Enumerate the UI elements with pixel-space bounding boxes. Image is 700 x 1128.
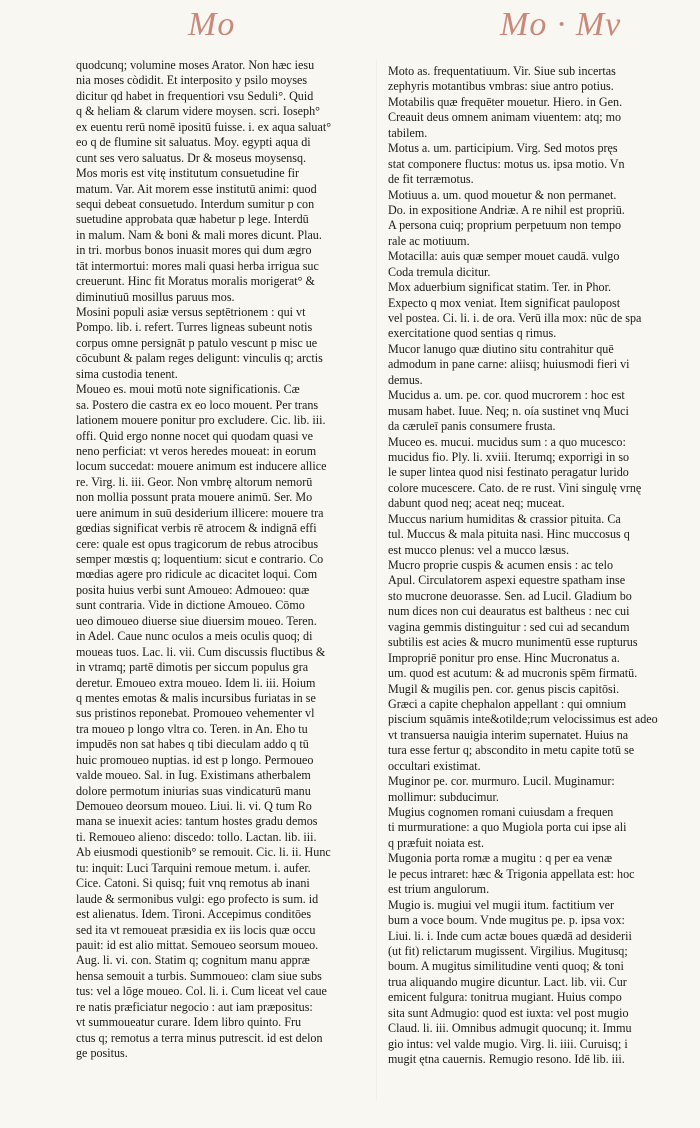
text-line: Mosini populi asiæ versus septētrionem : qui vt xyxy=(76,305,306,319)
text-line: (ut fit) relictarum mugissent. Virgilius. Mugitusq; xyxy=(388,943,628,958)
text-line: Moto as. frequentatiuum. Vir. Siue sub incertas xyxy=(388,64,616,78)
text-line: exercitatione quod sentias q rimus. xyxy=(388,326,557,341)
text-line: tabilem. xyxy=(388,125,428,140)
text-line: mugit ętna cauernis. Remugio resono. Idē lib. iii. xyxy=(388,1052,625,1066)
text-line: Muceo es. mucui. mucidus sum : a quo mucesco: xyxy=(388,434,626,449)
text-line: q mentes emotas & malis incursibus furiatas in se xyxy=(76,690,316,705)
text-line: Mucidus a. um. pe. cor. quod mucrorem : hoc est xyxy=(388,388,625,403)
text-line: Aug. li. vi. con. Statim q; cognitum manu appræ xyxy=(76,953,310,968)
text-line: valde moueo. Sal. in Iug. Existimans atherbalem xyxy=(76,768,311,783)
text-line: Moueo es. moui motū note significationis. Cæ xyxy=(76,382,300,397)
text-line: subtilis est acies & mucro munimentū esse rupturus xyxy=(388,635,638,650)
text-line: num dices non cui deauratus est baltheus : nec cui xyxy=(388,604,630,619)
text-line: est alienatus. Idem. Tironi. Accepimus conditōes xyxy=(76,907,312,922)
text-line: Do. in expositione Andriæ. A re nihil est propriū. xyxy=(388,202,625,217)
text-line: sima custodia tenent. xyxy=(76,366,178,381)
text-line: Mugius cognomen romani cuiusdam a frequen xyxy=(388,805,614,819)
text-line: q & heliam & clarum videre moysen. scri. Ioseph° xyxy=(76,104,320,119)
text-line: Claud. li. iii. Omnibus admugit quocunq; it. Immu xyxy=(388,1021,632,1036)
left-column xyxy=(76,58,368,1061)
text-line: piscium squāmis inte&otilde;rum velocissimus est adeo xyxy=(388,712,658,727)
text-line: Mos moris est vitę institutum consuetudine fir xyxy=(76,166,300,181)
text-line: Pompo. lib. i. refert. Turres ligneas subeunt notis xyxy=(76,320,313,335)
text-line: rale ac motiuum. xyxy=(388,233,470,248)
text-line: Motabilis quæ frequēter mouetur. Hiero. in Gen. xyxy=(388,94,623,109)
text-line: Muccus narium humiditas & crassior pituita. Ca xyxy=(388,511,621,526)
text-line: dabunt quod neq; aceat neq; muceat. xyxy=(388,496,565,511)
running-head-left: Mo xyxy=(188,6,236,43)
text-line: boum. A mugitus similitudine venti quoq; & toni xyxy=(388,959,624,974)
text-line: trua aliquando mugire dicuntur. Lact. lib. vii. Cur xyxy=(388,974,627,989)
text-line: gio intus: vel valde mugio. Virg. li. iiii. Curuisq; i xyxy=(388,1036,628,1051)
text-line: mana se inuexit acies: tantum hostes gradu demos xyxy=(76,814,318,829)
text-line: mollimur: subducimur. xyxy=(388,789,499,804)
text-line: zephyris motantibus vmbras: siue antro potius. xyxy=(388,79,614,94)
text-line: Ab eiusmodi questionib° se remouit. Cic. li. ii. Hunc xyxy=(76,845,331,860)
text-line: semper mœstis q; loquentium: sicut e contrario. Co xyxy=(76,552,324,566)
text-line: creuerunt. Hinc fit Moratus moralis morigerat° & xyxy=(76,274,315,289)
text-line: Liui. li. i. Inde cum actæ boues quædā ad desiderii xyxy=(388,928,632,943)
text-line: q præfuit noiata est. xyxy=(388,835,485,850)
text-line: deretur. Emoueo extra moueo. Idem li. iii. Hoium xyxy=(76,675,316,690)
text-line: ueo dimoueo diuerse siue diuersim moueo. Teren. xyxy=(76,613,317,628)
text-line: sa. Postero die castra ex eo loco mouent. Per trans xyxy=(76,397,319,412)
text-line: Motiuus a. um. quod mouetur & non permanet. xyxy=(388,187,617,202)
text-line: Mugil & mugilis pen. cor. genus piscis capitōsi. xyxy=(388,681,620,696)
text-line: hensa semouit a turbis. Summoueo: clam siue subs xyxy=(76,968,322,983)
text-line: occultari existimat. xyxy=(388,758,481,773)
text-line: dicitur qd habet in frequentiori vsu Seduli°. Quid xyxy=(76,88,314,103)
text-line: neno perficiat: vt veros heredes moueat: in eorum xyxy=(76,443,317,458)
column-gutter xyxy=(376,60,377,1100)
text-line: nia moses còdidit. Et interposito y psilo moyses xyxy=(76,73,308,88)
text-line: Creauit deus omnem animam viuentem: atq; mo xyxy=(388,110,622,125)
text-line: Demoueo deorsum moueo. Liui. li. vi. Q tum Ro xyxy=(76,799,312,813)
text-line: tra moueo p longo vltra co. Teren. in An. Eho tu xyxy=(76,721,308,736)
text-line: stat componere fluctus: motus us. ipsa motio. Vn xyxy=(388,156,625,171)
text-line: ge positus. xyxy=(76,1046,128,1060)
text-line: bum a voce boum. Vnde mugitus pe. p. ipsa vox: xyxy=(388,913,625,928)
text-line: moueas tuos. Lac. li. vii. Cum discussis fluctibus & xyxy=(76,644,326,659)
text-line: sunt contraria. Vide in dictione Amoueo. Cōmo xyxy=(76,598,305,613)
text-line: suetudine approbata quæ habetur p lege. Interdū xyxy=(76,212,309,227)
text-line: est trium angulorum. xyxy=(388,882,490,897)
text-line: ti. Remoueo alieno: discedo: tollo. Lactan. lib. iii. xyxy=(76,829,317,844)
text-line: locum succedat: mouere animum est inducere allice xyxy=(76,459,327,474)
text-line: Mox aduerbium significat statim. Ter. in Phor. xyxy=(388,280,611,295)
text-line: in malum. Nam & boni & mali mores dicunt. Plau. xyxy=(76,227,322,242)
text-line: re. Virg. li. iii. Geor. Non vmbrę altorum nemorū xyxy=(76,474,313,489)
text-line: posita huius verbi sunt Amoueo: Admoueo: quæ xyxy=(76,582,310,597)
text-line: est mucco plenus: vel a mucco læsus. xyxy=(388,542,570,557)
text-line: tul. Muccus & mala pituita nasi. Hinc muccosus q xyxy=(388,527,630,542)
text-line: Motus a. um. participium. Virg. Sed motos pręs xyxy=(388,141,618,156)
text-line: sus pristinos reponebat. Promoueo vehementer vl xyxy=(76,706,315,721)
text-line: sed ita vt remoueat præsidia ex iis locis quæ occu xyxy=(76,922,316,937)
text-line: le super lintea quod nisi festinato peragatur lurido xyxy=(388,465,629,480)
text-line: offi. Quid ergo nonne nocet qui quodam quasi ve xyxy=(76,428,314,443)
text-line: Mugio is. mugiui vel mugii itum. factitium ver xyxy=(388,897,615,912)
text-line: vt summoueatur curare. Idem libro quinto. Fru xyxy=(76,1015,302,1030)
text-line: tu: inquit: Luci Tarquini remoue metum. i. aufer. xyxy=(76,860,311,875)
text-line: lationem mouere ponitur pro excludere. Cic. lib. iii. xyxy=(76,413,326,428)
text-line: sequi debeat consuetudo. Interdum sumitur p con xyxy=(76,196,315,211)
text-line: Græci a capite chephalon appellant : qui omnium xyxy=(388,696,627,711)
text-line: huic promoueo nuptias. id est p longo. Permoueo xyxy=(76,752,314,767)
text-line: Muginor pe. cor. murmuro. Lucil. Muginamur: xyxy=(388,774,615,789)
text-line: cōcubunt & palam reges deligunt: vinculis q; arctis xyxy=(76,351,323,366)
text-line: quodcunq; volumine moses Arator. Non hæc iesu xyxy=(76,58,315,72)
running-head-right: Mo · Mv xyxy=(500,6,622,43)
text-line: colore mucescere. Cato. de re rust. Vini singulę vrnę xyxy=(388,480,642,495)
text-line: Impropriē ponitur pro ense. Hinc Mucronatus a. xyxy=(388,650,620,665)
text-line: admodum in pane carne: aliisq; huiusmodi fieri vi xyxy=(388,357,630,372)
text-line: eo q de flumine sit saluatus. Moy. egypti aqua di xyxy=(76,135,311,150)
text-line: impudēs non sat habes q tibi dieculam addo q tū xyxy=(76,737,309,752)
text-line: in vtramq; partē dimotis per siccum populus gra xyxy=(76,660,309,675)
text-line: cunt ses vero saluatus. Dr & moseus moysensq. xyxy=(76,150,307,165)
text-line: musam habet. Iuue. Neq; n. oía sustinet vnq Muci xyxy=(388,403,629,418)
text-line: sita sunt Admugio: quod est iuxta: vel post mugio xyxy=(388,1005,629,1020)
text-line: in Adel. Caue nunc oculos a meis oculis quoq; di xyxy=(76,629,313,644)
text-line: corpus omne persignāt p patulo vescunt p misc ue xyxy=(76,335,318,350)
text-line: mœdias agere pro ridicule ac dicacitet loqui. Com xyxy=(76,567,318,582)
text-line: Motacilla: auis quæ semper mouet caudā. vulgo xyxy=(388,249,620,264)
text-line: mucidus fio. Ply. li. xviii. Iterumq; exporrigi in so xyxy=(388,449,630,464)
text-line: Apul. Circulatorem aspexi equestre spatham inse xyxy=(388,573,626,588)
text-line: sto mucrone deuorasse. Sen. ad Lucil. Gladium bo xyxy=(388,588,632,603)
text-line: re natis præficiatur negocio : aut iam præpositus: xyxy=(76,999,313,1014)
text-line: demus. xyxy=(388,372,423,387)
text-line: diminutiuū mosillus paruus mos. xyxy=(76,289,235,304)
text-line: da cæruleī panis consumere frusta. xyxy=(388,419,556,434)
text-line: vagina gemmis distinguitur : sed cui ad secandum xyxy=(388,619,630,634)
text-line: de fit terræmotus. xyxy=(388,172,474,187)
text-line: le pecus intraret: hæc & Trigonia appellata est: hoc xyxy=(388,866,635,881)
text-line: Cice. Catoni. Si quisq; fuit vnq remotus ab inani xyxy=(76,876,310,891)
right-column xyxy=(388,64,688,1067)
text-line: A persona cuiq; proprium perpetuum non tempo xyxy=(388,218,622,233)
text-line: ctus q; remotus a terra minus putrescit. id est delon xyxy=(76,1030,323,1045)
text-line: non mollia possunt prata mouere animū. Ser. Mo xyxy=(76,490,313,505)
text-line: vel postea. Ci. li. i. de ora. Verū illa mox: nūc de spa xyxy=(388,311,642,325)
text-line: dolore permotum iniurias suas vindicaturū manu xyxy=(76,783,311,798)
text-line: tura esse fertur q; abscondito in metu capite totū se xyxy=(388,743,635,758)
text-line: laude & sermonibus vulgi: ego profecto is sum. id xyxy=(76,891,319,906)
text-line: ti murmuratione: a quo Mugiola porta cui ipse ali xyxy=(388,820,627,835)
text-line: tāt intermortui: mores mali quasi herba irrigua suc xyxy=(76,258,319,273)
text-line: Mucor lanugo quæ diutino situ contrahitur quē xyxy=(388,341,614,356)
text-line: pauit: id est alio mittat. Semoueo seorsum moueo. xyxy=(76,937,319,952)
text-line: in tri. morbus bonos inuasit mores qui dum ægro xyxy=(76,243,312,258)
text-line: uere animum in suū desiderium illicere: mouere tra xyxy=(76,505,324,520)
text-line: emicent fulgura: tonitrua mugiant. Huius compo xyxy=(388,990,622,1005)
text-line: Mugonia porta romæ a mugitu : q per ea venæ xyxy=(388,851,613,866)
text-line: tus: vel a lōge moueo. Col. li. i. Cum liceat vel caue xyxy=(76,984,327,999)
text-line: gœdias significat verbis rē atrocem & indignā effi xyxy=(76,521,317,536)
text-line: Mucro proprie cuspis & acumen ensis : ac telo xyxy=(388,558,614,572)
text-line: vt transuersa nauigia interim supernatet. Huius na xyxy=(388,727,629,742)
text-line: um. quod est acutum: & ad mucronis spēm firmatū. xyxy=(388,666,638,681)
text-line: matum. Var. Ait morem esse institutū animi: quod xyxy=(76,181,317,196)
text-line: ex euentu rerū nomē ipositū fuisse. i. ex aqua saluat° xyxy=(76,119,332,134)
text-line: Expecto q mox veniat. Item significat paulopost xyxy=(388,295,621,310)
text-line: Coda tremula dicitur. xyxy=(388,264,491,279)
text-line: cere: quale est opus tragicorum de rebus atrocibus xyxy=(76,536,319,551)
